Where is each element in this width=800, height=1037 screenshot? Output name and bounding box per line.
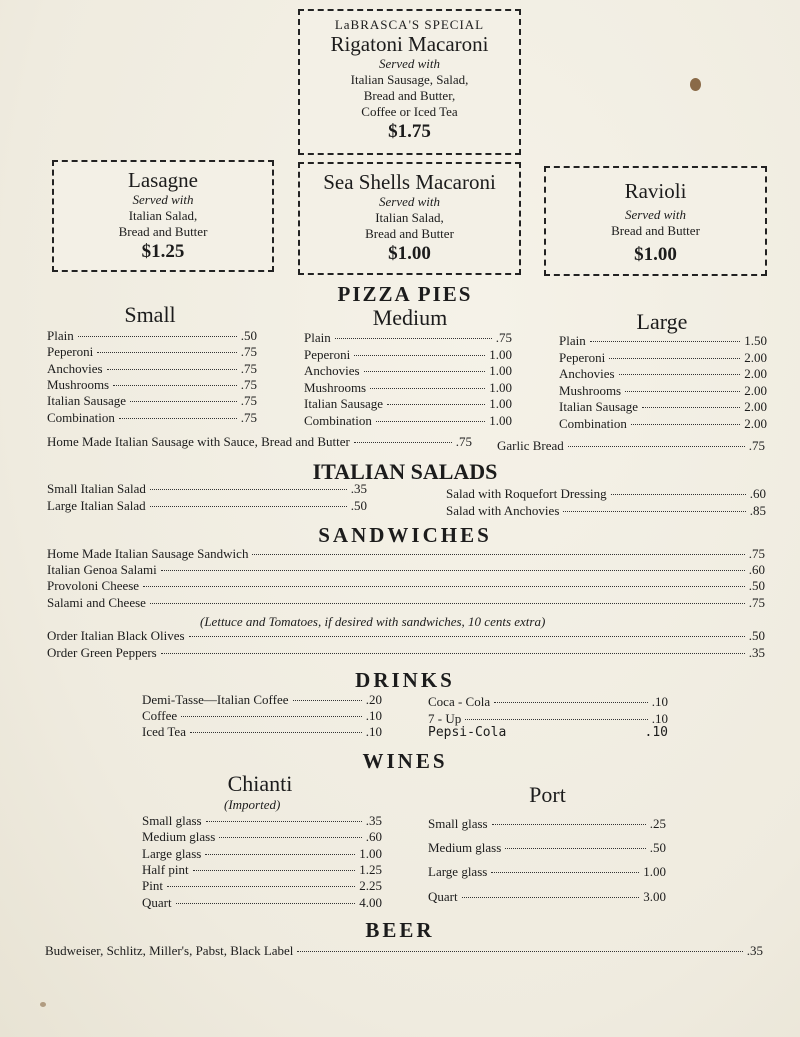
item-price: .75: [455, 434, 472, 449]
item-price: .75: [748, 546, 765, 561]
leader-dots: [193, 870, 356, 871]
chianti-note: (Imported): [224, 797, 281, 812]
leader-dots: [181, 716, 362, 717]
leader-dots: [364, 371, 486, 372]
item-label: Mushrooms: [47, 376, 110, 392]
item-price: 1.25: [359, 861, 382, 877]
item-label: Small glass: [428, 816, 488, 831]
menu-item-row: [304, 363, 512, 379]
port-label: Port: [529, 782, 566, 807]
menu-item-row: [47, 361, 257, 377]
item-price: .85: [749, 502, 766, 518]
menu-item-row: [142, 895, 382, 911]
menu-item-row: [142, 708, 382, 724]
sandwiches-heading: SANDWICHES: [318, 523, 492, 547]
special-line: Italian Sausage, Salad,: [350, 72, 469, 87]
item-price: .25: [649, 816, 666, 831]
menu-item-row: [559, 383, 767, 399]
leader-dots: [370, 388, 485, 389]
menu-item-row: [47, 546, 765, 562]
sausage-sauce-row: [47, 434, 472, 450]
menu-item-row: [47, 481, 367, 497]
menu-item-row: [47, 595, 765, 611]
item-price: .50: [240, 328, 257, 343]
item-price: .50: [748, 628, 765, 643]
item-label: Home Made Italian Sausage Sandwich: [47, 546, 249, 561]
pizza-small-label: Small: [124, 302, 176, 327]
special-line: Bread and Butter: [365, 226, 454, 241]
leader-dots: [354, 442, 452, 443]
item-price: .60: [365, 829, 382, 845]
item-price: 2.25: [359, 878, 382, 894]
special-kicker: LaBRASCA'S SPECIAL: [334, 17, 485, 32]
beer-row: [45, 943, 763, 959]
menu-item-row: [428, 694, 668, 710]
item-label: 7 - Up: [428, 710, 462, 726]
item-label: Peperoni: [47, 344, 94, 360]
special-title: Ravioli: [624, 179, 687, 203]
leader-dots: [376, 421, 485, 422]
item-price: 2.00: [744, 366, 767, 381]
menu-item-row: [304, 413, 512, 429]
menu-item-row: [47, 344, 257, 360]
special-line: Bread and Butter: [611, 223, 700, 238]
item-label: Large glass: [142, 845, 202, 861]
special-box-rigatoni: [298, 9, 521, 155]
stain: [40, 1002, 46, 1007]
special-line: Italian Salad,: [375, 210, 444, 225]
item-price: 2.00: [744, 382, 767, 398]
item-price: 1.00: [489, 346, 512, 362]
leader-dots: [161, 653, 745, 654]
item-label: Demi-Tasse—Italian Coffee: [142, 692, 289, 707]
special-line: Bread and Butter: [118, 224, 208, 239]
menu-item-row: [559, 366, 767, 382]
sandwich-note: (Lettuce and Tomatoes, if desired with sandwiches, 10 cents extra): [200, 614, 546, 629]
item-price: .75: [495, 330, 512, 345]
served-with: Served with: [378, 56, 440, 71]
item-price: 4.00: [359, 894, 382, 910]
menu-item-row: [47, 578, 765, 594]
item-label: Anchovies: [304, 363, 360, 378]
wines-heading: WINES: [362, 749, 448, 773]
leader-dots: [590, 341, 741, 342]
leader-dots: [150, 489, 347, 490]
item-label: Iced Tea: [142, 724, 186, 739]
menu-item-row: [428, 864, 666, 880]
special-box-ravioli: [544, 166, 767, 276]
leader-dots: [107, 369, 237, 370]
leader-dots: [387, 404, 485, 405]
menu-item-row: [47, 628, 765, 644]
item-label: Order Italian Black Olives: [47, 628, 185, 643]
item-label: Half pint: [142, 861, 189, 877]
menu-item-row: [304, 380, 512, 396]
special-line: Bread and Butter,: [363, 88, 456, 103]
menu-item-row: [304, 396, 512, 412]
served-with: Served with: [378, 194, 440, 209]
item-price: .10: [651, 710, 668, 726]
item-price: .75: [240, 409, 257, 425]
leader-dots: [167, 886, 355, 887]
menu-item-row: [559, 399, 767, 415]
item-label: Medium glass: [142, 829, 216, 845]
beer-heading: BEER: [365, 918, 435, 942]
leader-dots: [161, 570, 745, 571]
item-price: 1.50: [744, 333, 767, 348]
leader-dots: [465, 719, 648, 720]
special-line: Coffee or Iced Tea: [361, 104, 458, 119]
special-box-lasagne: [52, 160, 274, 272]
item-price: .10: [365, 724, 382, 739]
item-label: Plain: [559, 333, 586, 348]
item-label: Budweiser, Schlitz, Miller's, Pabst, Black Label: [45, 943, 294, 958]
menu-item-row: [47, 645, 765, 661]
menu-item-row: [428, 840, 666, 856]
served-with: Served with: [624, 207, 686, 222]
item-price: 1.00: [489, 396, 512, 411]
menu-item-row: [304, 330, 512, 346]
leader-dots: [563, 511, 745, 512]
item-label: Medium glass: [428, 840, 502, 856]
drinks-heading: DRINKS: [355, 668, 455, 692]
item-price: 1.00: [489, 363, 512, 378]
item-price: .50: [748, 578, 765, 594]
item-price: .20: [365, 692, 382, 707]
menu-item-row: [304, 347, 512, 363]
menu-item-row: [47, 562, 765, 578]
item-price: .35: [748, 644, 765, 660]
item-price: .10: [651, 694, 668, 709]
item-label: Garlic Bread: [497, 438, 564, 453]
menu-item-row: [47, 498, 367, 514]
leader-dots: [619, 374, 741, 375]
leader-dots: [631, 424, 740, 425]
leader-dots: [176, 903, 356, 904]
pizza-medium-label: Medium: [372, 305, 448, 330]
item-price: .50: [350, 497, 367, 513]
pizza-heading: PIZZA PIES: [337, 282, 473, 306]
item-label: Peperoni: [559, 349, 606, 365]
item-label: Salad with Anchovies: [446, 502, 560, 518]
special-price: $1.75: [388, 121, 431, 142]
item-price: .75: [240, 376, 257, 392]
menu-item-row: [559, 333, 767, 349]
item-price: .75: [240, 360, 257, 376]
leader-dots: [150, 603, 745, 604]
chianti-label: Chianti: [227, 771, 293, 796]
stain: [690, 78, 701, 91]
item-price: .60: [749, 486, 766, 501]
leader-dots: [297, 951, 742, 952]
item-label: Small glass: [142, 813, 202, 828]
item-label: Salad with Roquefort Dressing: [446, 486, 607, 501]
leader-dots: [119, 418, 237, 419]
menu-item-row: [142, 829, 382, 845]
menu-item-row: [47, 328, 257, 344]
special-price: $1.25: [141, 241, 185, 262]
item-label: Large Italian Salad: [47, 497, 146, 513]
garlic-bread-row: [497, 438, 765, 454]
item-label: Quart: [428, 888, 458, 904]
special-price: $1.00: [388, 243, 431, 264]
menu-item-row: [428, 889, 666, 905]
item-price: 1.00: [643, 864, 666, 880]
leader-dots: [190, 732, 362, 733]
leader-dots: [130, 401, 237, 402]
leader-dots: [462, 897, 640, 898]
item-price: .35: [746, 943, 763, 958]
item-price: 1.00: [359, 845, 382, 861]
item-label: Mushrooms: [304, 379, 367, 395]
salads-heading: ITALIAN SALADS: [312, 459, 498, 484]
item-price: .75: [240, 344, 257, 360]
item-label: Anchovies: [559, 366, 615, 381]
leader-dots: [609, 358, 740, 359]
menu-item-row: [47, 377, 257, 393]
item-label: Pepsi-Cola: [428, 725, 507, 740]
item-price: .75: [748, 594, 765, 610]
leader-dots: [491, 872, 639, 873]
item-price: .35: [365, 813, 382, 828]
leader-dots: [205, 854, 355, 855]
typed-pepsi-row: [428, 725, 668, 741]
item-price: .75: [748, 438, 765, 453]
pizza-large-label: Large: [636, 309, 688, 334]
special-title: Rigatoni Macaroni: [330, 32, 489, 56]
item-price: .60: [748, 562, 765, 578]
leader-dots: [143, 586, 745, 587]
item-price: 1.00: [489, 412, 512, 428]
item-label: Plain: [47, 328, 74, 343]
leader-dots: [252, 554, 744, 555]
leader-dots: [113, 385, 237, 386]
leader-dots: [189, 636, 745, 637]
item-price: .10: [365, 708, 382, 723]
special-price: $1.00: [634, 244, 677, 265]
leader-dots: [206, 821, 362, 822]
item-label: Italian Genoa Salami: [47, 562, 157, 578]
menu-item-row: [47, 410, 257, 426]
menu-item-row: [142, 813, 382, 829]
menu-item-row: [446, 486, 766, 502]
leader-dots: [219, 837, 361, 838]
item-label: Small Italian Salad: [47, 481, 146, 496]
item-label: Home Made Italian Sausage with Sauce, Bread and Butter: [47, 434, 350, 449]
item-label: Mushrooms: [559, 382, 622, 398]
item-label: Pint: [142, 878, 163, 894]
leader-dots: [625, 391, 740, 392]
leader-dots: [568, 446, 745, 447]
leader-dots: [642, 407, 740, 408]
item-label: Peperoni: [304, 346, 351, 362]
item-label: Italian Sausage: [559, 399, 639, 414]
item-label: Provoloni Cheese: [47, 578, 140, 594]
item-price: .35: [350, 481, 367, 496]
item-price: .75: [240, 393, 257, 409]
item-label: Combination: [559, 415, 627, 431]
item-label: Order Green Peppers: [47, 644, 157, 660]
item-price: .50: [649, 840, 666, 856]
menu-item-row: [559, 350, 767, 366]
item-label: Coca - Cola: [428, 694, 491, 709]
leader-dots: [611, 494, 746, 495]
item-price: 3.00: [643, 888, 666, 904]
menu-item-row: [142, 724, 382, 740]
item-label: Anchovies: [47, 360, 103, 376]
menu-item-row: [142, 846, 382, 862]
leader-dots: [494, 702, 648, 703]
item-label: Plain: [304, 330, 331, 345]
special-box-seashells: [298, 162, 521, 275]
special-title: Sea Shells Macaroni: [323, 170, 496, 194]
leader-dots: [293, 700, 362, 701]
menu-item-row: [559, 416, 767, 432]
item-price: 1.00: [489, 379, 512, 395]
item-price: 2.00: [744, 415, 767, 431]
item-label: Salami and Cheese: [47, 594, 146, 610]
leader-dots: [354, 355, 485, 356]
special-title: Lasagne: [128, 168, 198, 192]
menu-item-row: [142, 692, 382, 708]
item-label: Quart: [142, 894, 172, 910]
item-price: 2.00: [744, 399, 767, 414]
served-with: Served with: [132, 192, 194, 207]
leader-dots: [492, 824, 646, 825]
leader-dots: [150, 506, 347, 507]
item-label: Italian Sausage: [304, 396, 384, 411]
special-line: Italian Salad,: [128, 208, 198, 223]
menu-item-row: [446, 503, 766, 519]
menu-item-row: [428, 816, 666, 832]
menu-item-row: [47, 393, 257, 409]
item-price: 2.00: [744, 349, 767, 365]
item-label: Combination: [47, 409, 115, 425]
item-label: Large glass: [428, 864, 488, 880]
leader-dots: [505, 848, 645, 849]
leader-dots: [97, 352, 237, 353]
item-label: Combination: [304, 412, 372, 428]
leader-dots: [78, 336, 237, 337]
menu-item-row: [142, 878, 382, 894]
leader-dots: [335, 338, 492, 339]
item-label: Italian Sausage: [47, 393, 127, 409]
item-price: .10: [644, 725, 668, 740]
item-label: Coffee: [142, 708, 178, 723]
menu-item-row: [142, 862, 382, 878]
